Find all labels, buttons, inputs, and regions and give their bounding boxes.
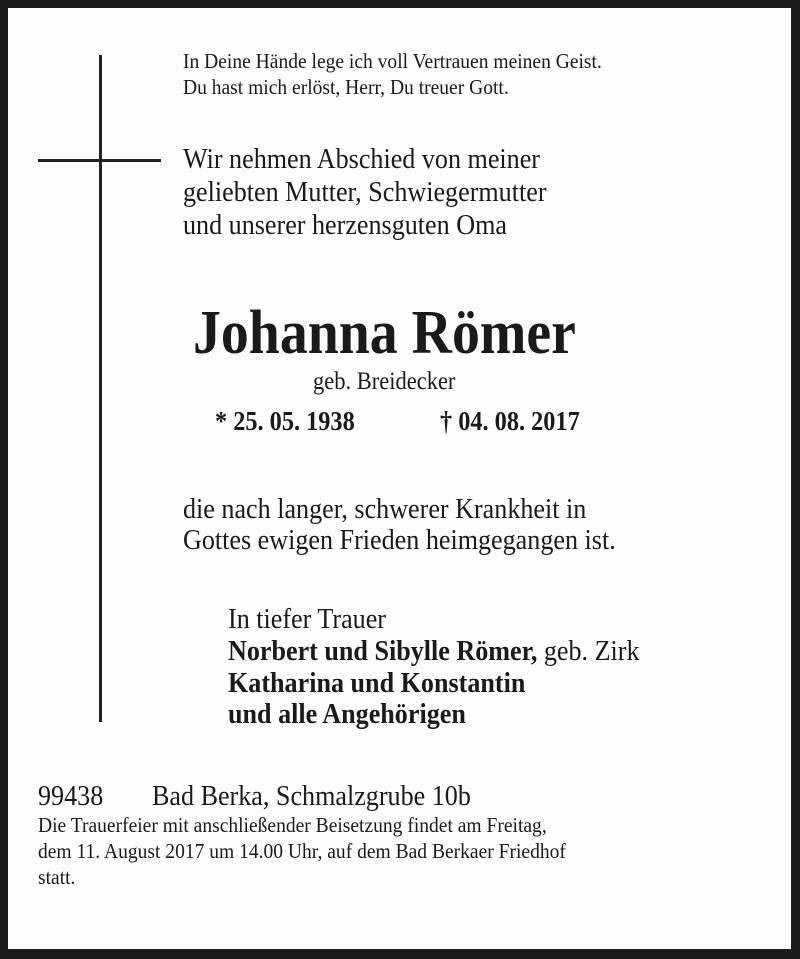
intro-line: Wir nehmen Abschied von meiner [183,143,541,175]
mourners-line: und alle Angehörigen [228,698,466,730]
funeral-info-line: statt. [38,865,76,889]
passing-line: Gottes ewigen Frieden heimgegangen ist. [183,524,616,556]
birth-name: geb. Breidecker [313,368,456,395]
mourners-heading: In tiefer Trauer [228,603,387,635]
address-zip: 99438 [38,780,104,812]
cross-horizontal-bar [38,159,161,162]
mourners-birth-name: geb. Zirk [537,635,640,667]
funeral-info-line: Die Trauerfeier mit anschließender Beisetzung findet am Freitag, [38,813,547,837]
intro-line: und unserer herzensguten Oma [183,209,507,241]
birth-date: * 25. 05. 1938 [215,406,355,436]
mourners-names: Norbert und Sibylle Römer, [228,635,538,667]
cross-vertical-bar [99,55,102,722]
funeral-info-line: dem 11. August 2017 um 14.00 Uhr, auf dem Bad Berkaer Friedhof [38,839,566,863]
address-street: Bad Berka, Schmalzgrube 10b [152,780,471,812]
passing-line: die nach langer, schwerer Krankheit in [183,493,587,525]
intro-line: geliebten Mutter, Schwiegermutter [183,176,547,208]
verse-line: In Deine Hände lege ich voll Vertrauen meinen Geist. [183,49,602,73]
mourners-line [228,635,640,668]
verse-line: Du hast mich erlöst, Herr, Du treuer Gott. [183,75,509,99]
deceased-name: Johanna Römer [193,299,576,367]
death-date: † 04. 08. 2017 [440,406,580,436]
mourners-line: Katharina und Konstantin [228,667,526,699]
